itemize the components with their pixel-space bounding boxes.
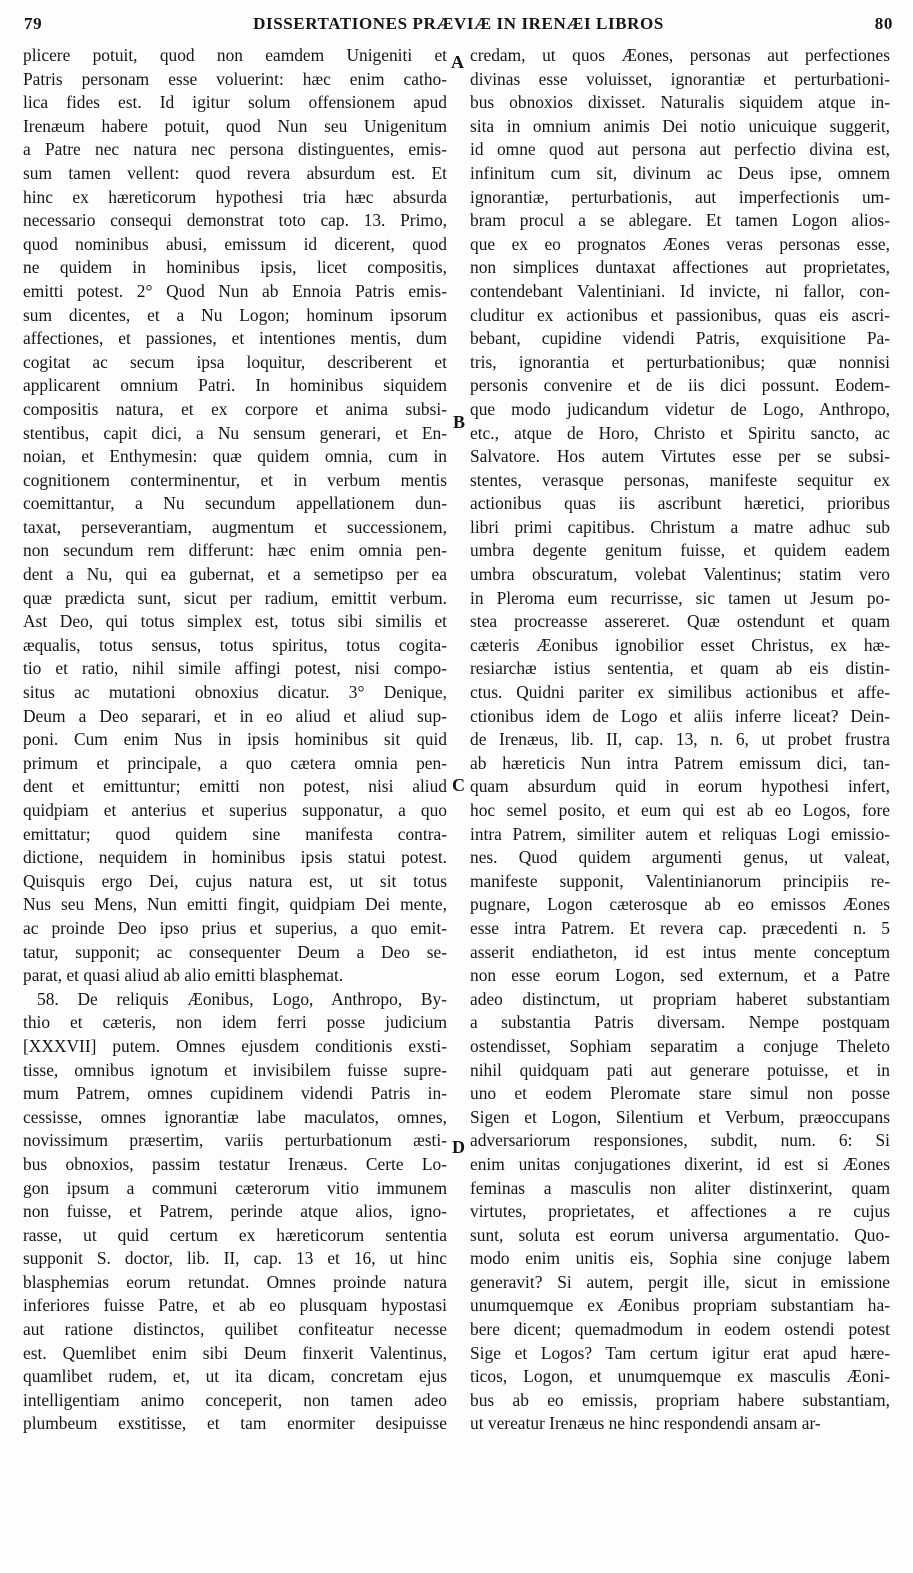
text-line: virtutes, proprietates, et affectiones a re cujus xyxy=(470,1201,890,1222)
text-line: ut vereatur Irenæus ne hinc respondendi ansam ar- xyxy=(470,1413,821,1434)
text-line: ctus. Quidni pariter ex similibus actionibus et affe- xyxy=(470,682,890,703)
text-line: Patris personam esse voluerint: hæc enim catho- xyxy=(23,68,447,89)
text-line: sum tamen vellent: quod revera absurdum est. Et xyxy=(23,162,447,183)
text-line: que modo judicandum videtur de Logo, Anthropo, xyxy=(470,398,890,419)
text-line: non secundum rem differunt: hæc enim omnia pen- xyxy=(23,540,447,561)
text-line: noian, et Enthymesin: quæ quidem omnia, cum in xyxy=(23,446,447,467)
text-line: id omne quod aut persona aut perfectio divina est, xyxy=(470,139,890,160)
text-line: supponit S. doctor, lib. II, cap. 13 et 16, ut hinc xyxy=(23,1248,447,1269)
text-line: tio et ratio, nihil simile affingi potest, nisi compo- xyxy=(23,658,447,679)
text-line: ac proinde Deo ipso prius et superius, a quo emit- xyxy=(23,917,447,938)
text-line: nes. Quod quidem argumenti genus, ut valeat, xyxy=(470,847,890,868)
text-line: bere dicent; quemadmodum in eodem ostendi potest xyxy=(470,1319,890,1340)
text-line: bus obnoxios dixisset. Naturalis siquidem atque in- xyxy=(470,92,890,113)
text-line: quam absurdum quid in eorum hypothesi infert, xyxy=(470,776,890,797)
text-line: unumquemque ex Æonibus propriam substantiam ha- xyxy=(470,1295,890,1316)
text-line: sita in omnium animis Dei notio unicuique suggerit, xyxy=(470,115,890,136)
text-line: applicarent omnium Patri. In hominibus siquidem xyxy=(23,375,447,396)
text-line: ne quidem in hominibus ipsis, licet compositis, xyxy=(23,257,447,278)
text-line: bebant, cupidine videndi Patris, exquisitione Pa- xyxy=(470,328,890,349)
text-line: stentibus, capit dici, a Nu sensum generari, et En- xyxy=(23,422,447,443)
text-line: quod nominibus abusi, emissum id dicerent, quod xyxy=(23,233,447,254)
text-line: personis convenire et de iis dici possunt. Eodem- xyxy=(470,375,890,396)
text-line: primum et principale, a quo cætera omnia pen- xyxy=(23,752,447,773)
running-title: DISSERTATIONES PRÆVIÆ IN IRENÆI LIBROS xyxy=(253,14,664,33)
text-line: cogitat ac secum ipsa loquitur, describerent et xyxy=(23,351,447,372)
text-line: bus ab eo emissis, propriam habere substantiam, xyxy=(470,1389,890,1410)
text-line: pugnare, Logon cæterosque ab eo emissos Æones xyxy=(470,894,890,915)
text-line: stea procreasse assereret. Quæ ostendunt et quam xyxy=(470,611,890,632)
text-line: dictione, nequidem in hominibus ipsis statui potest. xyxy=(23,847,447,868)
text-line: poni. Cum enim Nus in ipsis hominibus sit quid xyxy=(23,729,447,750)
text-line: infinitum cum sit, divinum ac Deus ipse, omnem xyxy=(470,162,890,183)
text-line: ticos, Logon, et unumquemque ex masculis Æoni- xyxy=(470,1366,890,1387)
text-line: rasse, ut quid certum ex hæreticorum sententia xyxy=(23,1224,447,1245)
text-line: coemittantur, a Nu secundum appellationem dun- xyxy=(23,493,447,514)
text-line: umbra degente genitum fuisse, et quidem eadem xyxy=(470,540,890,561)
text-line: affectiones, et passiones, et intentiones mentis, dum xyxy=(23,328,447,349)
text-line: quidpiam et anterius et superius supponatur, a quo xyxy=(23,800,447,820)
margin-marker-c: C xyxy=(452,775,465,795)
text-line: non fuisse, et Patrem, perinde atque alios, igno- xyxy=(23,1201,447,1222)
text-line: Irenæum habere potuit, quod Nun seu Unigenitum xyxy=(23,115,447,136)
text-line: actionibus quas iis ascribunt hæretici, prioribus xyxy=(470,493,890,514)
margin-marker-a: A xyxy=(451,52,464,72)
text-line: aut ratione distinctos, quilibet confiteatur necesse xyxy=(23,1319,447,1340)
text-line: a Patre nec natura nec persona distinguentes, emis- xyxy=(23,139,447,160)
text-line: situs ac mutationi obnoxius dicatur. 3° Denique, xyxy=(23,682,447,703)
text-line: est. Quemlibet enim sibi Deum finxerit Valentinus, xyxy=(23,1342,447,1363)
text-line: feminas a masculis non aliter distinxerint, quam xyxy=(470,1177,890,1198)
text-line: Nus seu Mens, Nun emitti fingit, quidpiam Dei mente, xyxy=(23,894,447,915)
text-line: emittatur; quod quidem sine manifesta contra- xyxy=(23,823,447,844)
text-line: bus obnoxios, passim testatur Irenæus. Certe Lo- xyxy=(23,1153,447,1174)
margin-marker-d: D xyxy=(452,1137,465,1157)
text-line: esse intra Patrem. Et revera cap. præcedenti n. 5 xyxy=(470,917,890,938)
text-line: tris, ignorantia et perturbationibus; quæ nonnisi xyxy=(470,351,890,372)
text-line: non esse eorum Logon, sed externum, et a Patre xyxy=(470,965,890,986)
text-line: ignorantiæ, perturbationis, aut imperfectionis um- xyxy=(470,186,890,207)
left-text-column xyxy=(23,44,447,1559)
text-line: Sige et Logos? Tam certum igitur erat apud hære- xyxy=(470,1342,890,1363)
text-line: Quisquis ergo Dei, cujus natura est, ut sit totus xyxy=(23,870,447,891)
text-line: modo enim unitis eis, Sophia sine conjuge labem xyxy=(470,1248,890,1269)
text-line: thio et cæteris, non idem ferri posse judicium xyxy=(23,1012,447,1033)
text-line: intelligentiam animo conceperit, non tamen adeo xyxy=(23,1389,447,1410)
text-line: dent et emittuntur; emitti non potest, nisi aliud xyxy=(23,776,447,797)
text-line: ab hæreticis Nun intra Patrem emissum dici, tan- xyxy=(470,752,890,773)
text-line: sum dicentes, et a Nu Logon; hominum ipsorum xyxy=(23,304,447,325)
text-line: ctionibus idem de Logo et aliis inferre liceat? Dein- xyxy=(470,705,890,726)
text-line: emitti potest. 2° Quod Nun ab Ennoia Patris emis- xyxy=(23,280,447,301)
text-line: de Irenæus, lib. II, cap. 13, n. 6, ut probet frustra xyxy=(470,729,890,750)
text-line: tisse, omnibus ignotum et invisibilem fuisse supre- xyxy=(23,1059,447,1080)
text-line: divinas esse voluisset, ignorantiæ et perturbationi- xyxy=(470,68,890,89)
text-line: Ast Deo, qui totus simplex est, totus sibi similis et xyxy=(23,611,447,632)
text-line: a substantia Patris diversam. Nempe postquam xyxy=(470,1012,890,1033)
text-line: cæteris Æonibus ignobilior esset Christus, ex hæ- xyxy=(470,634,890,655)
text-line: cluditur ex actionibus et passionibus, quas eis ascri- xyxy=(470,304,890,325)
text-line: lica fides est. Id igitur solum offensionem apud xyxy=(23,92,447,113)
text-line: in Pleroma eum recurrisse, sic tamen ut Jesum po- xyxy=(470,587,890,608)
text-line: tatur, supponit; ac consequenter Deum a Deo se- xyxy=(23,941,447,962)
text-line: dent a Nu, qui ea gubernat, et a semetipso per ea xyxy=(23,564,447,585)
text-line: non simplices duntaxat affectiones aut proprietates, xyxy=(470,257,890,278)
text-line: novissimum præsertim, variis perturbationum æsti- xyxy=(23,1130,447,1151)
text-line: bram procul a se ablegare. Et tamen Logon alios- xyxy=(470,210,890,231)
text-line: quamlibet rudem, et, ut ita dicam, concretam ejus xyxy=(23,1366,447,1387)
running-header xyxy=(24,14,893,40)
text-line: plumbeum exstitisse, et tam enormiter desipuisse xyxy=(23,1413,447,1434)
text-line: asserit endiatheton, id est intus mente conceptum xyxy=(470,941,890,962)
text-line: inferiores fuisse Patre, et ab eo plusquam hypostasi xyxy=(23,1295,447,1316)
text-line: ostendisset, Sophiam separatim a conjuge Theleto xyxy=(470,1035,890,1056)
text-line: quæ prædicta sunt, sicut per radium, emittit verbum. xyxy=(23,587,447,608)
text-line: parat, et quasi aliud ab alio emitti blasphemat. xyxy=(23,965,344,986)
text-line: taxat, perseverantiam, augmentum et successionem, xyxy=(23,516,447,537)
right-text-column xyxy=(470,44,890,1559)
text-line: uno et eodem Pleromate stare simul non posse xyxy=(470,1083,890,1104)
text-line: manifeste supponit, Valentinianorum principiis re- xyxy=(470,870,890,891)
text-line: generavit? Si autem, pergit ille, sicut in emissione xyxy=(470,1271,890,1292)
text-line: intra Patrem, similiter autem et reliquas Logi emissio- xyxy=(470,823,890,844)
text-line: que ex eo prognatos Æones veras personas esse, xyxy=(470,233,890,254)
text-line: gon ipsum a communi cæterorum vitio immunem xyxy=(23,1177,447,1198)
text-line: resiarchæ istius sententia, et quam ab eis distin- xyxy=(470,658,890,679)
text-line: stentes, verasque personas, manifeste sequitur ex xyxy=(470,469,890,490)
text-line: Salvatore. Hos autem Virtutes esse per se subsi- xyxy=(470,446,890,467)
text-line: 58. De reliquis Æonibus, Logo, Anthropo, By- xyxy=(37,988,447,1009)
text-line: blasphemias eorum retundat. Omnes proinde natura xyxy=(23,1271,447,1292)
text-line: mum Patrem, omnes cupidinem videndi Patris in- xyxy=(23,1083,447,1104)
text-line: nihil quidquam pati aut generare potuisse, et in xyxy=(470,1059,890,1080)
text-line: hinc ex hæreticorum hypothesi tria hæc absurda xyxy=(23,186,447,207)
text-line: contendebant Valentiniani. Id invicte, ni fallor, con- xyxy=(470,280,890,301)
page-number-left: 79 xyxy=(24,14,43,33)
text-line: hoc semel posito, et eum qui est ab eo Logos, fore xyxy=(470,800,890,820)
text-line: compositis natura, et ex corpore et anima subsi- xyxy=(23,398,447,419)
page-number-right: 80 xyxy=(874,14,893,33)
text-line: plicere potuit, quod non eamdem Unigeniti et xyxy=(23,45,447,65)
text-line: umbra obscuratum, volebat Valentinus; statim vero xyxy=(470,564,890,585)
text-line: etc., atque de Horo, Christo et Spiritu sancto, ac xyxy=(470,422,890,443)
text-line: adeo distinctum, ut propriam haberet substantiam xyxy=(470,988,890,1009)
text-line: libri primi capitibus. Christum a matre adhuc sub xyxy=(470,516,890,537)
text-line: sunt, soluta est eorum universa argumentatio. Quo- xyxy=(470,1224,890,1245)
text-line: æqualis, totus sensus, totus spiritus, totus cogita- xyxy=(23,634,447,655)
text-line: enim unitas conjugationes dixerint, id est si Æones xyxy=(470,1153,890,1174)
text-line: Deum a Deo separari, et in eo aliud et aliud sup- xyxy=(23,705,447,726)
text-line: [XXXVII] putem. Omnes ejusdem conditionis exsti- xyxy=(23,1035,447,1056)
text-line: credam, ut quos Æones, personas aut perfectiones xyxy=(470,45,890,65)
text-line: cognitionem conterminentur, et in verbum mentis xyxy=(23,469,447,490)
text-line: necessario consequi demonstrat toto cap. 13. Primo, xyxy=(23,210,447,231)
text-line: cessisse, omnes ignorantiæ labe maculatos, omnes, xyxy=(23,1106,447,1127)
text-line: adversariorum responsiones, subdit, num. 6: Si xyxy=(470,1130,890,1151)
margin-marker-b: B xyxy=(453,412,466,432)
text-line: Sigen et Logon, Silentium et Verbum, præoccupans xyxy=(470,1106,890,1127)
